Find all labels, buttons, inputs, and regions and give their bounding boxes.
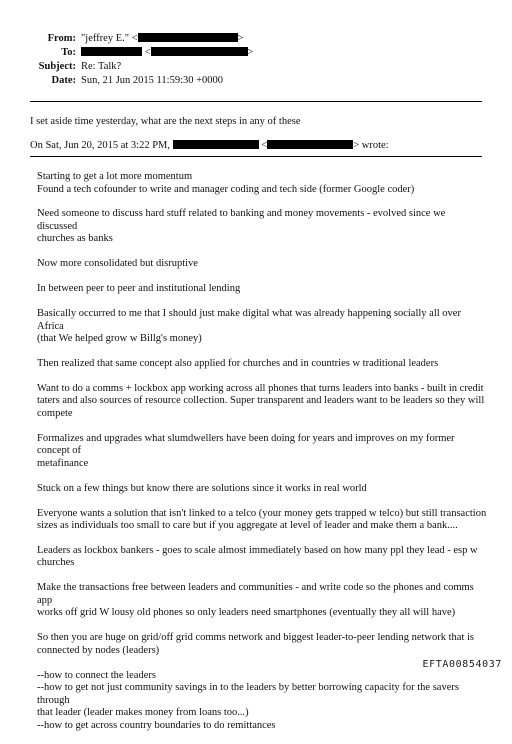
to-open: < — [144, 47, 151, 58]
paragraph-line: Then realized that same concept also applied for churches and in countries w traditional leaders — [37, 357, 439, 369]
subject-label: Subject: — [38, 61, 76, 72]
paragraph-line: Basically occurred to me that I should just make digital what was already happening socially all over Africa — [37, 308, 461, 332]
to-value — [81, 47, 253, 59]
paragraph-line: Need someone to discuss hard stuff related to banking and money movements - evolved since we discussed — [37, 208, 446, 232]
quote-open: < — [261, 140, 268, 151]
paragraph-line: Formalizes and upgrades what slumdwellers have been doing for years and improves on my former concept of — [37, 432, 455, 457]
paragraph — [37, 383, 487, 421]
paragraph-line: --how to get not just community savings in to the leaders by better borrowing capacity for the savers through — [37, 682, 459, 706]
paragraph-line: Stuck on a few things but know there are solutions since it works in real world — [37, 482, 367, 494]
paragraph-line: Leaders as lockbox bankers - goes to scale almost immediately based on how many ppl they lead - esp w — [37, 544, 478, 556]
paragraph-line: So then you are huge on grid/off grid comms network and biggest leader-to-peer lending network that is — [37, 632, 474, 644]
paragraph-line: churches as banks — [37, 233, 113, 245]
redacted-to-email — [151, 47, 248, 56]
paragraph-line: that leader (leader makes money from loans too...) — [37, 707, 249, 719]
paragraph — [37, 670, 487, 733]
from-close: > — [237, 33, 244, 44]
paragraph — [37, 508, 487, 533]
paragraph — [37, 308, 487, 346]
to-close: > — [247, 47, 254, 58]
paragraph-line: metafinance — [37, 457, 89, 469]
from-name: "jeffrey E." < — [81, 33, 138, 44]
to-label: To: — [61, 47, 76, 58]
paragraph-line: Starting to get a lot more momentum — [37, 171, 193, 182]
paragraph-line: taters and also sources of resource collection. Super transparent and leaders want to be leaders so they will — [37, 395, 485, 407]
paragraph-line: Now more consolidated but disruptive — [37, 258, 198, 270]
paragraph-line: Found a tech cofounder to write and manager coding and tech side (former Google coder) — [37, 183, 415, 195]
paragraph-line: (that We helped grow w Billg's money) — [37, 333, 202, 345]
subject-value: Re: Talk? — [81, 61, 122, 72]
redacted-from-email — [138, 33, 238, 42]
from-label: From: — [47, 33, 76, 44]
paragraph-line: connected by nodes (leaders) — [37, 644, 160, 656]
paragraph-line: Everyone wants a solution that isn't linked to a telco (your money gets trapped w telco) but still transaction — [37, 507, 487, 519]
quote-header — [30, 140, 389, 151]
from-value — [81, 33, 244, 45]
paragraph — [37, 433, 487, 471]
document-id: EFTA00854037 — [422, 659, 502, 670]
paragraph — [37, 283, 487, 296]
date-value: Sun, 21 Jun 2015 11:59:30 +0000 — [81, 75, 224, 86]
paragraph — [37, 545, 487, 570]
paragraph-line: Want to do a comms + lockbox app working across all phones that turns leaders into banks - built in credit — [37, 382, 484, 394]
paragraph — [37, 208, 487, 246]
quoted-message-body — [37, 171, 487, 744]
date-label: Date: — [51, 75, 76, 86]
paragraph-line: sizes as individuals too small to care but if you aggregate at level of leader and make them a bank.... — [37, 520, 458, 532]
paragraph — [37, 358, 487, 371]
quote-suffix: > wrote: — [353, 140, 389, 151]
reply-text: I set aside time yesterday, what are the next steps in any of these — [30, 116, 301, 127]
paragraph-line: Make the transactions free between leaders and communities - and write code so the phones and comms app — [37, 582, 474, 606]
quote-divider — [30, 156, 482, 157]
paragraph — [37, 171, 487, 196]
paragraph-line: churches — [37, 557, 75, 569]
paragraph — [37, 258, 487, 271]
header-divider — [30, 101, 482, 102]
paragraph-line: In between peer to peer and institutional lending — [37, 283, 241, 295]
paragraph — [37, 483, 487, 496]
redacted-sender-email — [267, 140, 353, 149]
redacted-to-name — [81, 47, 142, 56]
paragraph-line: works off grid W lousy old phones so only leaders need smartphones (eventually they all will have) — [37, 607, 456, 619]
paragraph — [37, 582, 487, 620]
paragraph-line: --how to connect the leaders — [37, 669, 156, 681]
paragraph — [37, 632, 487, 657]
paragraph-line: --how to get across country boundaries to do remittances — [37, 719, 276, 731]
paragraph-line: compete — [37, 407, 73, 419]
quote-prefix: On Sat, Jun 20, 2015 at 3:22 PM, — [30, 140, 171, 151]
redacted-sender-name — [173, 140, 259, 149]
